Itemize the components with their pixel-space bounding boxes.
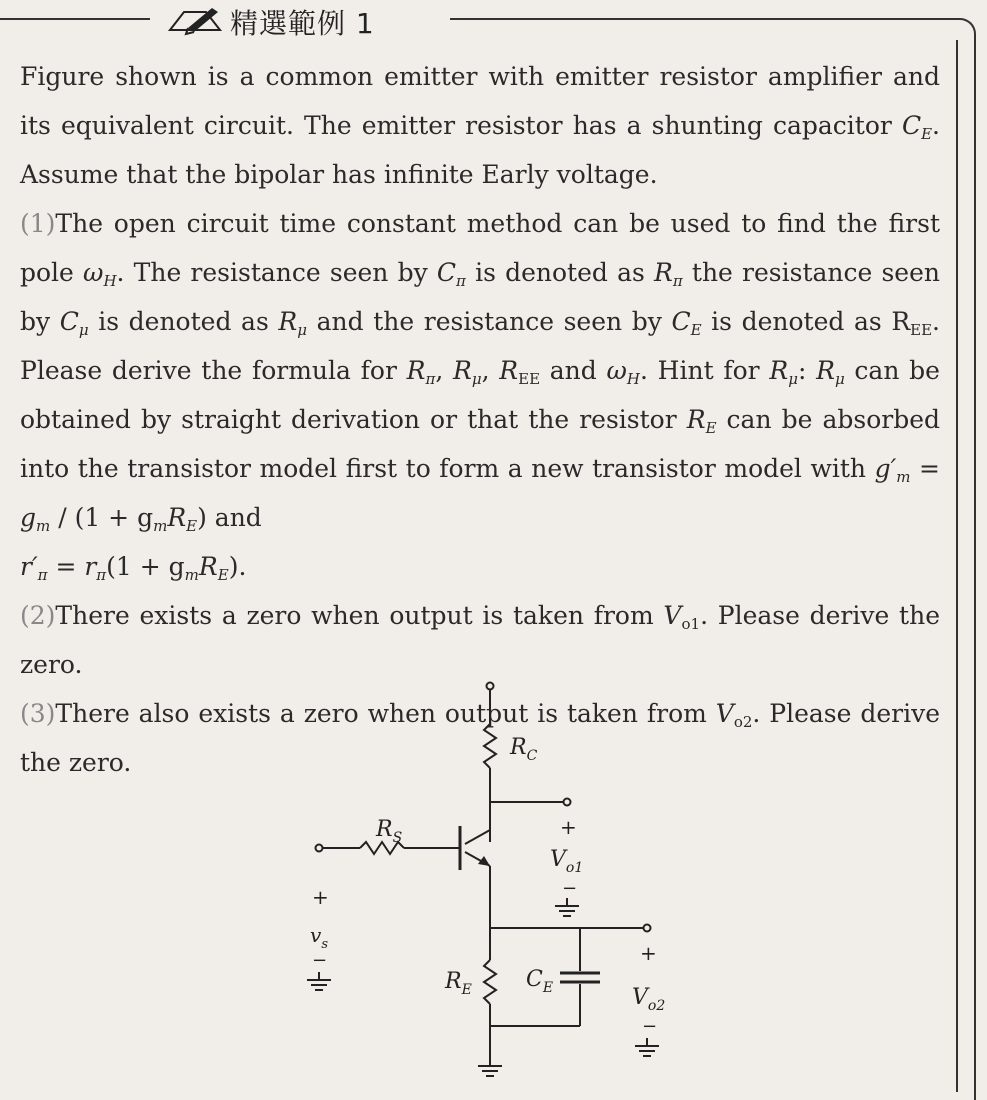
comma: , xyxy=(435,356,454,385)
vcc-terminal xyxy=(487,683,494,690)
p1-text-e: is denoted as xyxy=(88,307,279,336)
sub-E: E xyxy=(921,125,933,143)
re-label: $R_E$ xyxy=(445,969,472,998)
sym-R: R xyxy=(453,356,472,385)
example-title: 精選範例 1 xyxy=(230,7,375,40)
sym-R: R xyxy=(654,258,673,287)
header-rule xyxy=(0,18,150,20)
sym-R: R xyxy=(406,356,426,385)
vs-terminal xyxy=(316,845,323,852)
vs-plus: + xyxy=(312,885,329,909)
vs-label: $v_s$ xyxy=(310,923,328,952)
sub-o1: o1 xyxy=(681,615,701,633)
p1-text-k: : xyxy=(797,356,817,385)
vo1-label: $V_{o1}$ xyxy=(550,847,584,876)
p1-text-i: and xyxy=(540,356,607,385)
formula-gm-eq: = g xyxy=(20,454,940,532)
sub-E: E xyxy=(217,566,229,584)
circuit-schematic xyxy=(300,676,680,1086)
p2-text-b: . Please derive the zero. xyxy=(20,601,940,679)
formula-rpi-eq: = r xyxy=(47,552,97,581)
sym-R: R xyxy=(769,356,789,385)
rc-resistor xyxy=(484,724,496,768)
sym-V: V xyxy=(715,699,734,728)
sub-E: E xyxy=(705,419,717,437)
comma: , xyxy=(481,356,500,385)
sym-R: R xyxy=(198,552,218,581)
part-3-number: (3) xyxy=(20,699,56,728)
sym-R: R xyxy=(499,356,519,385)
vo1-minus: − xyxy=(562,878,578,899)
p3-text-a: There also exists a zero when output is taken from xyxy=(55,699,716,728)
p1-text-j: . Hint for xyxy=(640,356,770,385)
sub-E: E xyxy=(690,321,702,339)
sub-pi: π xyxy=(456,272,466,290)
sym-R: R xyxy=(686,405,706,434)
sub-m: m xyxy=(36,517,51,535)
vo2-terminal xyxy=(644,925,651,932)
rc-label: $R_C$ xyxy=(510,735,538,764)
sub-H: H xyxy=(626,370,640,388)
p1-text-m: can be absorbed into the transistor model first to form a new transistor model with xyxy=(20,405,940,483)
sub-pi: π xyxy=(37,566,48,584)
formula-gm-close: ) xyxy=(197,503,207,532)
vo2-plus: + xyxy=(640,941,657,965)
sub-mu: μ xyxy=(78,321,89,339)
p1-text-l: can be obtained by straight derivation or that the resistor xyxy=(20,356,940,434)
sub-pi: π xyxy=(425,370,436,388)
sub-pi: π xyxy=(672,272,683,290)
part-2-number: (2) xyxy=(20,601,56,630)
bjt-collector xyxy=(465,830,490,844)
p2-text-a: There exists a zero when output is taken from xyxy=(55,601,664,630)
ground-symbols xyxy=(307,898,659,1076)
sym-gm-prime: g′ xyxy=(874,454,897,483)
p1-text-a: The open circuit time constant method can be used to find the first pole xyxy=(20,209,940,287)
sym-C: C xyxy=(59,307,79,336)
sym-V: V xyxy=(663,601,682,630)
sym-omega: ω xyxy=(83,258,104,287)
sym-rpi-prime: r′ xyxy=(20,552,38,581)
problem-part-1 xyxy=(20,199,940,591)
sub-m: m xyxy=(896,468,911,486)
ce-label: $C_E$ xyxy=(526,967,554,996)
p1-text-h: . Please derive the formula for xyxy=(20,307,940,385)
vo1-terminal xyxy=(564,799,571,806)
example-header xyxy=(0,0,450,40)
sub-mu: μ xyxy=(297,321,307,339)
intro-text-a: Figure shown is a common emitter with emitter resistor amplifier and its equivalent circuit. The emitter resistor has a shunting capacitor xyxy=(20,62,940,140)
sym-C: C xyxy=(436,258,457,287)
p1-text-f: and the resistance seen by xyxy=(306,307,672,336)
p1-text-c: is denoted as xyxy=(465,258,655,287)
formula-rpi-tail: (1 + g xyxy=(106,552,185,581)
part-1-number: (1) xyxy=(20,209,56,238)
sub-E: E xyxy=(186,517,198,535)
vo1-plus: + xyxy=(560,815,577,839)
sym-R: R xyxy=(278,307,298,336)
sym-C: C xyxy=(901,111,922,140)
sub-H: H xyxy=(103,272,117,290)
problem-part-2 xyxy=(20,591,940,689)
vo2-label: $V_{o2}$ xyxy=(632,985,666,1014)
p1-text-n: and xyxy=(206,503,262,532)
problem-intro xyxy=(20,52,940,199)
sub-mu: μ xyxy=(471,370,482,388)
sub-EE: EE xyxy=(910,321,933,339)
sub-m: m xyxy=(153,517,168,535)
p1-text-o: . xyxy=(238,552,247,581)
sym-C: C xyxy=(671,307,691,336)
formula-rpi-close: ) xyxy=(228,552,239,581)
p1-text-d: the resistance seen by xyxy=(20,258,940,336)
sym-R: R xyxy=(167,503,187,532)
sub-pi: π xyxy=(96,566,107,584)
sub-mu: μ xyxy=(834,370,845,388)
formula-gm-tail: / (1 + g xyxy=(50,503,154,532)
sym-omega: ω xyxy=(606,356,627,385)
vo2-minus: − xyxy=(642,1016,658,1037)
sub-o2: o2 xyxy=(733,713,753,731)
intro-text-b: . Assume that the bipolar has infinite Early voltage. xyxy=(20,111,940,189)
vs-minus: − xyxy=(312,950,328,971)
sub-mu: μ xyxy=(788,370,798,388)
pencil-note-icon xyxy=(166,2,224,36)
re-resistor xyxy=(484,960,496,1004)
frame-right-border xyxy=(956,40,958,1092)
sub-EE: EE xyxy=(518,370,541,388)
rs-label: $R_S$ xyxy=(376,817,403,846)
p1-text-b: . The resistance seen by xyxy=(116,258,437,287)
sym-R: R xyxy=(816,356,835,385)
p1-text-g: is denoted as R xyxy=(701,307,911,336)
sub-m: m xyxy=(184,566,199,584)
p3-text-b: . Please derive the zero. xyxy=(20,699,940,777)
